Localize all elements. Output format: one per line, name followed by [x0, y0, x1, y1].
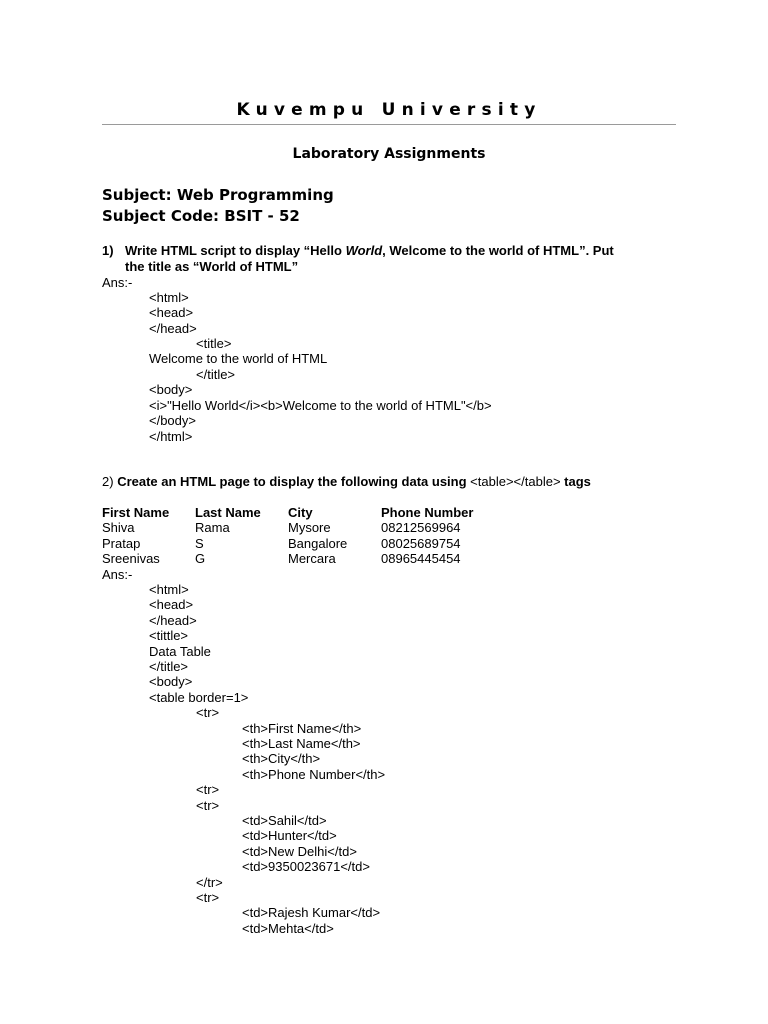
question-2-text-b: tags [564, 474, 591, 489]
code-line: <th>City</th> [242, 751, 321, 766]
code-line: <th>Last Name</th> [242, 736, 361, 751]
subject-line: Subject: Web Programming [102, 186, 334, 204]
data-table-header-cell: Phone Number [381, 505, 474, 520]
university-title: Kuvempu University [236, 100, 542, 120]
data-table-cell: G [195, 551, 206, 566]
code-line: </html> [149, 429, 193, 444]
code-line: <body> [149, 382, 193, 397]
data-table-cell: Pratap [102, 536, 141, 551]
answer-label: Ans:- [102, 275, 133, 290]
code-line: <tr> [196, 705, 220, 720]
question-1-number: 1) [102, 243, 114, 258]
code-line: <td>New Delhi</td> [242, 844, 357, 859]
data-table-cell: Bangalore [288, 536, 348, 551]
code-line: <td>9350023671</td> [242, 859, 370, 874]
code-line: <head> [149, 597, 194, 612]
code-line: </tr> [196, 875, 223, 890]
data-table-cell: Mysore [288, 520, 331, 535]
code-line: <th>First Name</th> [242, 721, 362, 736]
data-table-cell: Sreenivas [102, 551, 160, 566]
code-line: <html> [149, 290, 189, 305]
code-line: Data Table [149, 644, 211, 659]
code-line: </title> [149, 659, 189, 674]
code-line: <tr> [196, 782, 220, 797]
code-line: </head> [149, 613, 197, 628]
question-1-text-b: , Welcome to the world of HTML”. Put [382, 243, 614, 258]
code-line: <tittle> [149, 628, 189, 643]
code-line: </body> [149, 413, 196, 428]
data-table-header-cell: Last Name [195, 505, 261, 520]
question-2-tag-text: <table></table> [470, 474, 561, 489]
question-2-text-a: Create an HTML page to display the following data using [117, 474, 467, 489]
question-1 [102, 243, 614, 258]
code-line: <td>Rajesh Kumar</td> [242, 905, 381, 920]
code-line: <title> [196, 336, 232, 351]
data-table-header-cell: City [288, 505, 313, 520]
code-line: <head> [149, 305, 194, 320]
code-line: <tr> [196, 890, 220, 905]
code-line: <th>Phone Number</th> [242, 767, 386, 782]
document-title: Laboratory Assignments [292, 146, 486, 162]
data-table-cell: Rama [195, 520, 230, 535]
data-table-cell: Mercara [288, 551, 336, 566]
subject-code-line: Subject Code: BSIT - 52 [102, 207, 300, 225]
code-line: <table border=1> [149, 690, 249, 705]
data-table-cell: Shiva [102, 520, 135, 535]
answer-label: Ans:- [102, 567, 133, 582]
data-table-cell: 08965445454 [381, 551, 461, 566]
code-line: <td>Hunter</td> [242, 828, 337, 843]
data-table-cell: 08212569964 [381, 520, 461, 535]
code-line: <body> [149, 674, 193, 689]
code-line: Welcome to the world of HTML [149, 351, 328, 366]
code-line: <html> [149, 582, 189, 597]
data-table-cell: S [195, 536, 204, 551]
question-1-text-a: Write HTML script to display “Hello [125, 243, 346, 258]
question-2 [102, 474, 591, 489]
data-table-header-cell: First Name [102, 505, 170, 520]
question-2-number: 2) [102, 474, 114, 489]
code-line: </title> [196, 367, 236, 382]
code-line: <td>Sahil</td> [242, 813, 327, 828]
header-rule [102, 124, 676, 125]
question-1-italic-word: World [345, 243, 383, 258]
code-line: <tr> [196, 798, 220, 813]
code-line: </head> [149, 321, 197, 336]
data-table-cell: 08025689754 [381, 536, 461, 551]
question-1-line-2: the title as “World of HTML” [125, 259, 299, 274]
code-line: <td>Mehta</td> [242, 921, 334, 936]
code-line: <i>"Hello World</i><b>Welcome to the world of HTML"</b> [149, 398, 492, 413]
